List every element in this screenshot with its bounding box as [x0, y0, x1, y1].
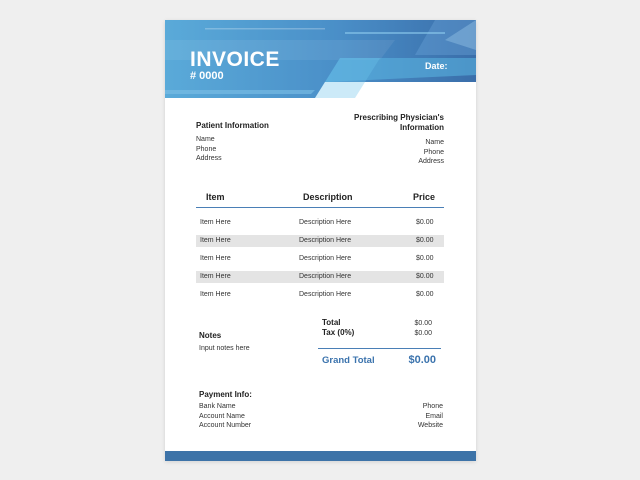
table-row [196, 235, 444, 247]
row-description: Description Here [299, 273, 352, 280]
table-row [196, 271, 444, 283]
physician-info-heading [354, 113, 444, 133]
row-item: Item Here [200, 237, 231, 244]
patient-info-heading: Patient Information [196, 121, 269, 130]
account-name-label: Account Name [199, 412, 245, 420]
table-row [196, 253, 444, 265]
table-header-divider [196, 207, 444, 208]
col-header-price: Price [413, 192, 436, 202]
row-item: Item Here [200, 291, 231, 298]
row-description: Description Here [299, 237, 352, 244]
notes-text: Input notes here [199, 345, 250, 352]
invoice-title: INVOICE [190, 48, 280, 71]
row-price: $0.00 [416, 237, 434, 244]
website-label: Website [417, 422, 443, 429]
physician-heading-line1: Prescribing Physician's [354, 113, 444, 122]
patient-address-label: Address [196, 155, 222, 162]
tax-label: Tax (0%) [322, 328, 355, 337]
payment-right-fields [418, 402, 443, 431]
account-number-label: Account Number [199, 422, 252, 429]
table-row [196, 289, 444, 301]
invoice-page [165, 20, 476, 461]
invoice-number: # 0000 [190, 70, 224, 82]
totals-divider [318, 348, 441, 349]
col-header-description: Description [303, 192, 353, 202]
totals-labels [322, 318, 354, 338]
row-item: Item Here [200, 273, 231, 280]
total-value: $0.00 [414, 320, 432, 327]
date-label: Date: [425, 61, 448, 71]
physician-phone-label: Phone [423, 148, 444, 156]
physician-fields [418, 138, 444, 167]
email-label: Email [425, 412, 443, 420]
table-row [196, 217, 444, 229]
row-price: $0.00 [416, 219, 434, 226]
total-label: Total [322, 318, 341, 327]
patient-fields [196, 135, 222, 164]
physician-address-label: Address [418, 158, 444, 165]
patient-phone-label: Phone [196, 145, 217, 153]
payment-left-fields [199, 402, 251, 431]
row-description: Description Here [299, 219, 352, 226]
phone-label: Phone [422, 403, 443, 410]
row-item: Item Here [200, 255, 231, 262]
grand-total-value: $0.00 [408, 354, 436, 366]
row-description: Description Here [299, 255, 352, 262]
bank-name-label: Bank Name [199, 403, 236, 410]
row-item: Item Here [200, 219, 231, 226]
row-price: $0.00 [416, 291, 434, 298]
payment-info-heading: Payment Info: [199, 390, 252, 399]
row-price: $0.00 [416, 273, 434, 280]
col-header-item: Item [206, 192, 225, 202]
notes-heading: Notes [199, 331, 222, 340]
tax-value: $0.00 [414, 329, 432, 337]
footer-bar [165, 451, 476, 461]
grand-total-label: Grand Total [322, 355, 375, 366]
physician-name-label: Name [425, 139, 444, 146]
row-description: Description Here [299, 291, 352, 298]
patient-name-label: Name [196, 136, 215, 143]
totals-values [414, 319, 432, 338]
row-price: $0.00 [416, 255, 434, 262]
physician-heading-line2: Information [400, 123, 444, 132]
